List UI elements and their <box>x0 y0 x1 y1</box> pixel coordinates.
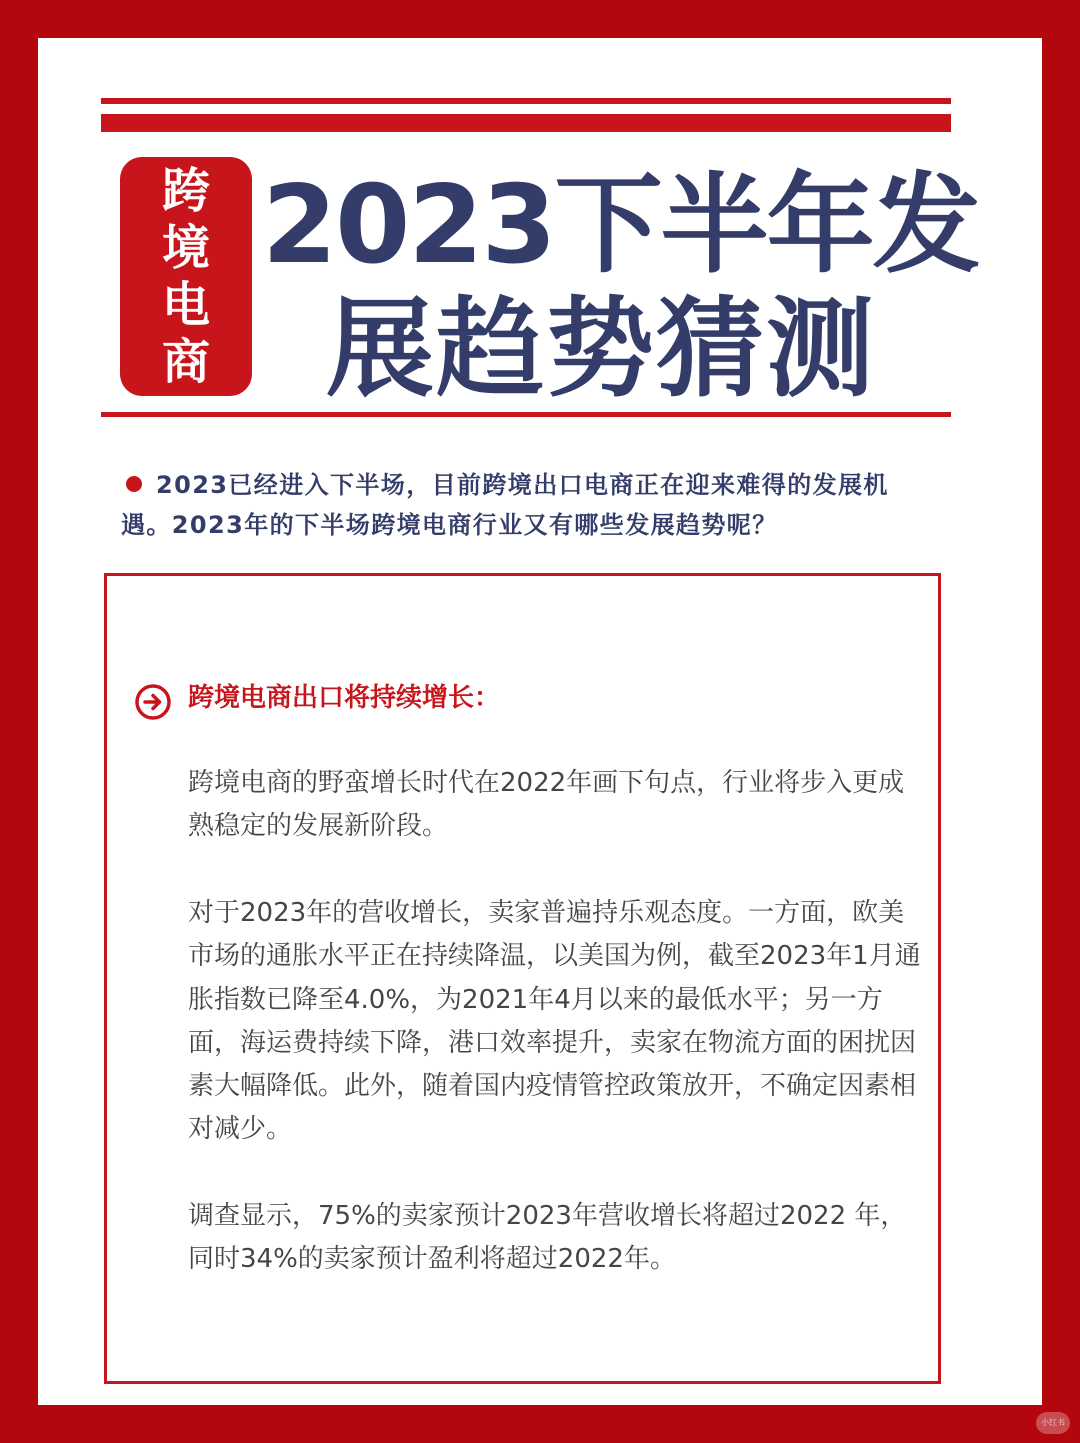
category-badge-label: 跨境电商 <box>161 162 210 390</box>
watermark-logo: 小红书 <box>1036 1412 1070 1434</box>
page-title-line-1: 2023下半年发 <box>262 163 979 288</box>
intro-paragraph <box>121 465 933 545</box>
section-heading: 跨境电商出口将持续增长： <box>188 683 501 713</box>
page-title-line-2: 展趋势猜测 <box>326 287 877 412</box>
body-paragraph-1: 跨境电商的野蛮增长时代在2022年画下句点，行业将步入更成熟稳定的发展新阶段。 <box>188 768 905 842</box>
arrow-right-circle-icon <box>134 683 172 721</box>
intro-text: 2023已经进入下半场，目前跨境出口电商正在迎来难得的发展机遇。2023年的下半场跨境电商行业又有哪些发展趋势呢？ <box>121 471 889 539</box>
body-paragraph-3: 调查显示，75%的卖家预计2023年营收增长将超过2022 年，同时34%的卖家预计盈利将超过2022年。 <box>188 1201 907 1275</box>
top-thin-rule <box>101 98 951 104</box>
bullet-dot-icon <box>126 476 142 492</box>
category-badge <box>120 157 252 396</box>
body-paragraph-2: 对于2023年的营收增长，卖家普遍持乐观态度。一方面，欧美市场的通胀水平正在持续降温，以美国为例，截至2023年1月通胀指数已降至4.0%，为2021年4月以来的最低水平；另一方面，海运费持续下降，港口效率提升，卖家在物流方面的困扰因素大幅降低。此外，随着国内疫情管控政策放开，不确定因素相对减少。 <box>188 898 921 1145</box>
title-bottom-rule <box>101 412 951 417</box>
top-thick-rule <box>101 114 951 132</box>
